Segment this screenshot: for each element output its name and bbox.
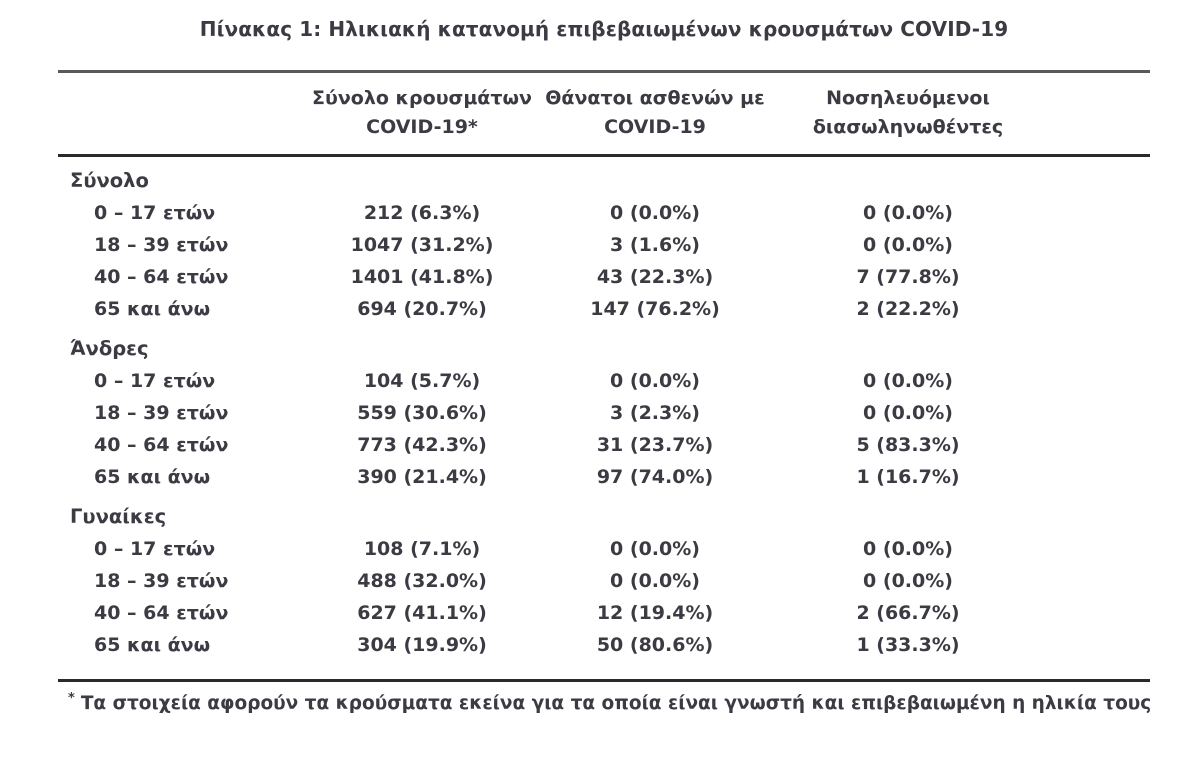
age-label: 40 – 64 ετών <box>94 434 229 456</box>
table-footnote <box>68 691 1168 714</box>
cases-cell: 390 (21.4%) <box>357 466 487 488</box>
table-row <box>58 597 1150 629</box>
intubated-cell: 0 (0.0%) <box>863 570 953 592</box>
spacer-cell <box>1042 565 1150 597</box>
section-label: Γυναίκες <box>70 505 167 528</box>
deaths-cell: 12 (19.4%) <box>596 602 714 624</box>
deaths-cell: 43 (22.3%) <box>596 266 714 288</box>
col-header-line: Νοσηλευόμενοι <box>826 87 990 109</box>
footnote-text: Τα στοιχεία αφορούν τα κρούσματα εκείνα για τα οποία είναι γνωστή και επιβεβαιωμένη η ηλικία τους <box>80 693 1152 715</box>
spacer-cell <box>1042 229 1150 261</box>
age-label: 40 – 64 ετών <box>94 602 229 624</box>
spacer-cell <box>1042 533 1150 565</box>
intubated-cell: 0 (0.0%) <box>863 202 953 224</box>
spacer-cell <box>1042 365 1150 397</box>
spacer-cell <box>1042 597 1150 629</box>
age-label: 40 – 64 ετών <box>94 266 229 288</box>
age-label: 65 και άνω <box>94 466 211 488</box>
table-row <box>58 261 1150 293</box>
age-label: 65 και άνω <box>94 298 211 320</box>
table-row <box>58 397 1150 429</box>
col-header-total-cases <box>308 72 536 156</box>
section-header-row <box>58 493 1150 533</box>
cases-cell: 1047 (31.2%) <box>350 234 494 256</box>
table-row <box>58 629 1150 681</box>
intubated-cell: 0 (0.0%) <box>863 370 953 392</box>
deaths-cell: 0 (0.0%) <box>610 570 700 592</box>
spacer-cell <box>1042 461 1150 493</box>
cases-cell: 108 (7.1%) <box>363 538 481 560</box>
intubated-cell: 2 (66.7%) <box>856 602 960 624</box>
deaths-cell: 0 (0.0%) <box>610 202 700 224</box>
deaths-cell: 147 (76.2%) <box>590 298 720 320</box>
spacer-cell <box>1042 429 1150 461</box>
age-label: 0 – 17 ετών <box>94 370 216 392</box>
header-spacer-cell <box>1042 72 1150 156</box>
intubated-cell: 5 (83.3%) <box>856 434 960 456</box>
deaths-cell: 0 (0.0%) <box>610 538 700 560</box>
spacer-cell <box>1042 293 1150 325</box>
table-row <box>58 197 1150 229</box>
spacer-cell <box>1042 397 1150 429</box>
header-row <box>58 72 1150 156</box>
deaths-cell: 3 (2.3%) <box>610 402 700 424</box>
section-header-row <box>58 156 1150 198</box>
spacer-cell <box>1042 261 1150 293</box>
col-header-deaths <box>536 72 774 156</box>
cases-cell: 104 (5.7%) <box>363 370 481 392</box>
table-row <box>58 461 1150 493</box>
section-label: Σύνολο <box>70 169 149 192</box>
spacer-cell <box>1042 197 1150 229</box>
cases-cell: 773 (42.3%) <box>357 434 487 456</box>
deaths-cell: 97 (74.0%) <box>596 466 714 488</box>
col-header-intubated <box>774 72 1042 156</box>
col-header-line: διασωληνωθέντες <box>812 116 1004 138</box>
intubated-cell: 1 (16.7%) <box>856 466 960 488</box>
table-row <box>58 565 1150 597</box>
col-header-line: Θάνατοι ασθενών με <box>545 87 765 109</box>
table-container <box>58 70 1150 682</box>
cases-cell: 304 (19.9%) <box>357 634 487 656</box>
table-row <box>58 229 1150 261</box>
age-label: 18 – 39 ετών <box>94 234 229 256</box>
section-header-row <box>58 325 1150 365</box>
asterisk-marker: * <box>68 691 75 706</box>
cases-cell: 627 (41.1%) <box>357 602 487 624</box>
header-stub-cell <box>58 72 308 156</box>
col-header-line: Σύνολο κρουσμάτων <box>312 87 532 109</box>
cases-cell: 488 (32.0%) <box>357 570 487 592</box>
age-label: 65 και άνω <box>94 634 211 656</box>
section-label: Άνδρες <box>70 337 149 360</box>
intubated-cell: 0 (0.0%) <box>863 402 953 424</box>
intubated-cell: 1 (33.3%) <box>856 634 960 656</box>
table-row <box>58 293 1150 325</box>
covid-age-table <box>58 70 1150 682</box>
deaths-cell: 31 (23.7%) <box>596 434 714 456</box>
cases-cell: 212 (6.3%) <box>363 202 481 224</box>
col-header-line: COVID-19* <box>366 116 478 138</box>
intubated-cell: 0 (0.0%) <box>863 234 953 256</box>
deaths-cell: 50 (80.6%) <box>596 634 714 656</box>
intubated-cell: 7 (77.8%) <box>856 266 960 288</box>
col-header-line: COVID-19 <box>604 116 706 138</box>
intubated-cell: 2 (22.2%) <box>856 298 960 320</box>
deaths-cell: 3 (1.6%) <box>610 234 700 256</box>
table-row <box>58 365 1150 397</box>
age-label: 0 – 17 ετών <box>94 538 216 560</box>
table-row <box>58 429 1150 461</box>
intubated-cell: 0 (0.0%) <box>863 538 953 560</box>
age-label: 0 – 17 ετών <box>94 202 216 224</box>
cases-cell: 559 (30.6%) <box>357 402 487 424</box>
age-label: 18 – 39 ετών <box>94 402 229 424</box>
age-label: 18 – 39 ετών <box>94 570 229 592</box>
table-row <box>58 533 1150 565</box>
table-title: Πίνακας 1: Ηλικιακή κατανομή επιβεβαιωμένων κρουσμάτων COVID-19 <box>199 17 1009 41</box>
spacer-cell <box>1042 629 1150 681</box>
cases-cell: 694 (20.7%) <box>357 298 487 320</box>
cases-cell: 1401 (41.8%) <box>350 266 494 288</box>
deaths-cell: 0 (0.0%) <box>610 370 700 392</box>
